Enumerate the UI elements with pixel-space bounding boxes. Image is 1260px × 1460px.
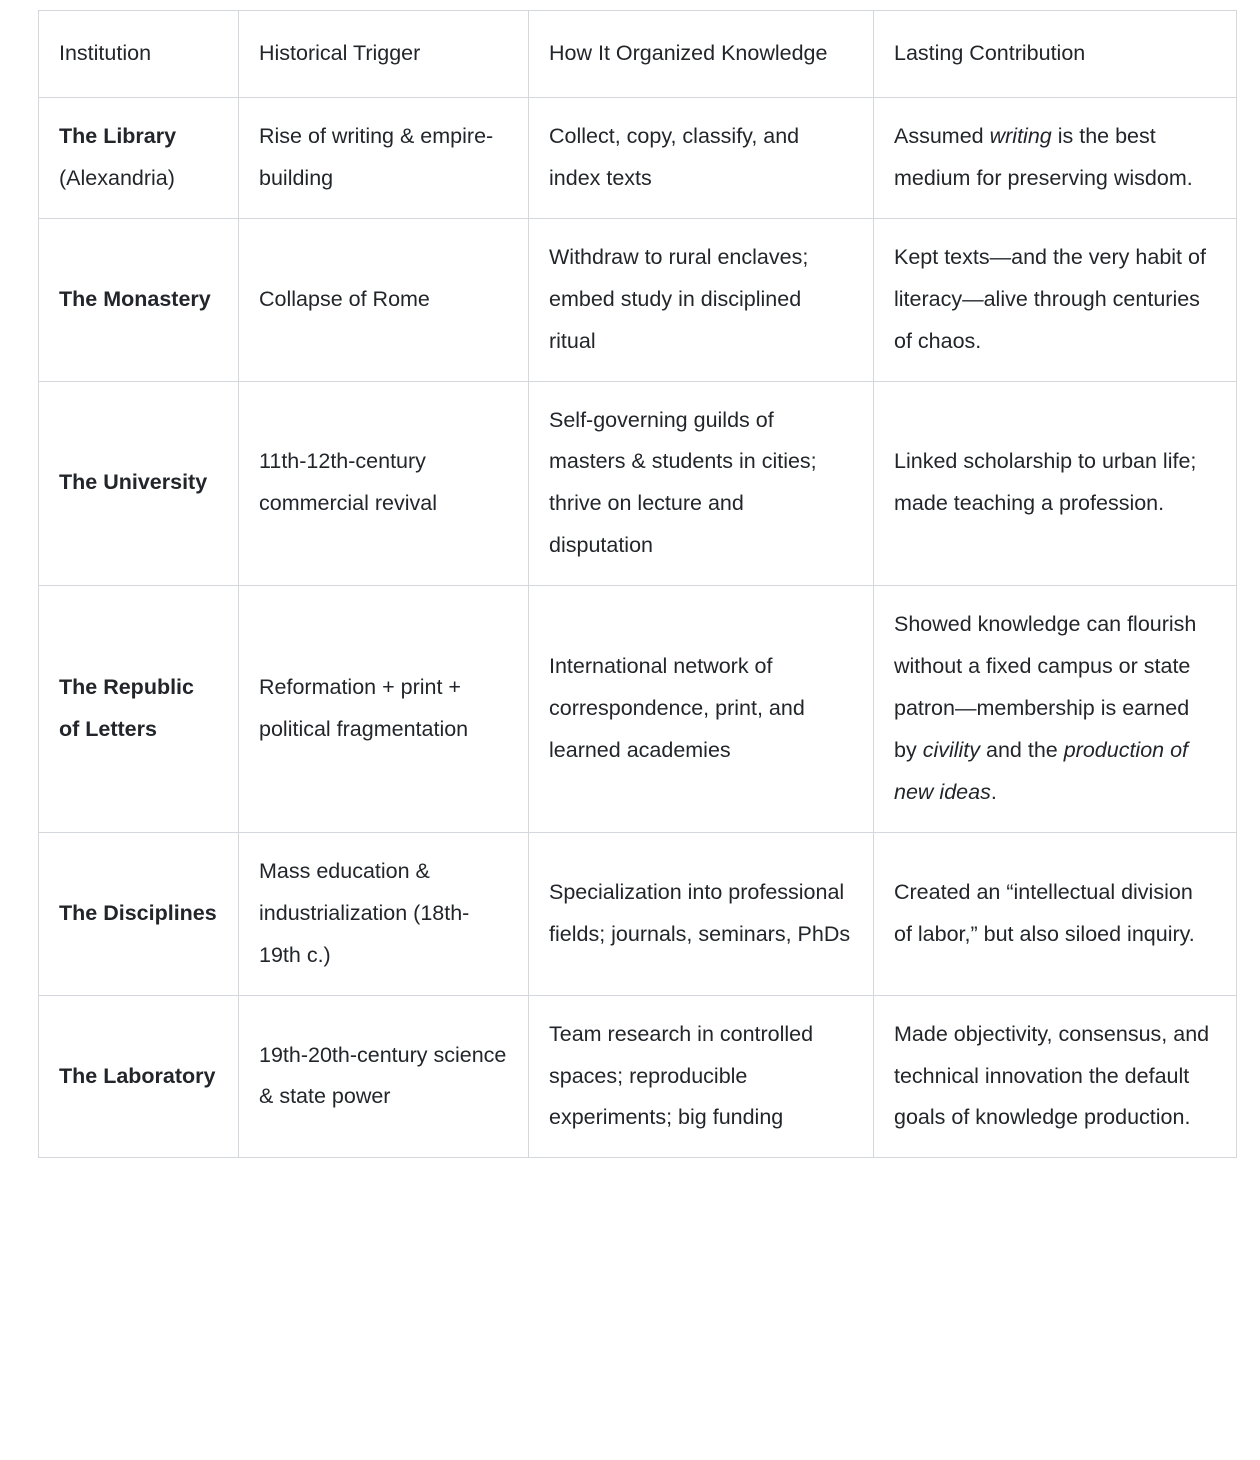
plain-text: Kept texts—and the very habit of literacy—alive through centuries of chaos. (894, 244, 1206, 353)
cell-how-it-organized-knowledge (529, 832, 874, 995)
institution-name: The Disciplines (59, 900, 217, 925)
emphasis-text: production of new ideas (894, 737, 1189, 804)
table-row (39, 381, 1237, 586)
table-header (39, 11, 1237, 98)
plain-text: Assumed (894, 123, 990, 148)
lasting-contribution-text (894, 441, 1216, 525)
cell-how-it-organized-knowledge (529, 381, 874, 586)
cell-how-it-organized-knowledge (529, 97, 874, 218)
cell-historical-trigger (239, 97, 529, 218)
plain-text: . (990, 779, 997, 804)
lasting-contribution-text (894, 604, 1216, 814)
historical-trigger-text: 11th-12th-century commercial revival (259, 449, 438, 516)
plain-text: and the (980, 737, 1064, 762)
cell-lasting-contribution (874, 381, 1237, 586)
how-it-organized-knowledge-text: Self-governing guilds of masters & students in cities; thrive on lecture and disputation (549, 407, 817, 558)
historical-trigger-text: Collapse of Rome (259, 286, 430, 311)
column-header-how-it-organized-knowledge: How It Organized Knowledge (529, 11, 874, 98)
how-it-organized-knowledge-text: Specialization into professional fields; journals, seminars, PhDs (549, 879, 851, 946)
lasting-contribution-text (894, 1014, 1216, 1140)
table-row (39, 832, 1237, 995)
lasting-contribution-text (894, 116, 1216, 200)
table-body (39, 97, 1237, 1157)
table-row (39, 586, 1237, 833)
institution-name: The Laboratory (59, 1063, 216, 1088)
plain-text: Linked scholarship to urban life; made teaching a profession. (894, 449, 1197, 516)
cell-historical-trigger (239, 586, 529, 833)
cell-institution (39, 218, 239, 381)
institution-subtitle: (Alexandria) (59, 165, 175, 190)
table-header-row (39, 11, 1237, 98)
knowledge-institutions-table (38, 10, 1237, 1158)
table-row (39, 995, 1237, 1158)
institution-name: The Monastery (59, 286, 211, 311)
cell-institution (39, 381, 239, 586)
cell-how-it-organized-knowledge (529, 995, 874, 1158)
how-it-organized-knowledge-text: Collect, copy, classify, and index texts (549, 123, 800, 190)
cell-lasting-contribution (874, 218, 1237, 381)
cell-historical-trigger (239, 218, 529, 381)
institution-name: The University (59, 470, 208, 495)
column-header-historical-trigger: Historical Trigger (239, 11, 529, 98)
emphasis-text: civility (922, 737, 981, 762)
institution-name: The Library (59, 123, 177, 148)
column-header-lasting-contribution: Lasting Contribution (874, 11, 1237, 98)
plain-text: is the best medium for preserving wisdom. (894, 123, 1193, 190)
cell-lasting-contribution (874, 832, 1237, 995)
plain-text: Created an “intellectual division of labor,” but also siloed inquiry. (894, 879, 1195, 946)
institution-name: The Republic of Letters (59, 675, 194, 742)
cell-how-it-organized-knowledge (529, 586, 874, 833)
how-it-organized-knowledge-text: International network of correspondence, print, and learned academies (549, 654, 805, 762)
cell-lasting-contribution (874, 995, 1237, 1158)
cell-historical-trigger (239, 832, 529, 995)
plain-text: Made objectivity, consensus, and technical innovation the default goals of knowledge production. (894, 1021, 1210, 1130)
how-it-organized-knowledge-text: Team research in controlled spaces; reproducible experiments; big funding (549, 1021, 814, 1130)
cell-historical-trigger (239, 995, 529, 1158)
emphasis-text: writing (989, 123, 1052, 148)
column-header-institution: Institution (39, 11, 239, 98)
table-row (39, 218, 1237, 381)
cell-institution (39, 832, 239, 995)
plain-text: Showed knowledge can flourish without a fixed campus or state patron—membership is earned by (894, 612, 1197, 762)
lasting-contribution-text (894, 237, 1216, 363)
cell-institution (39, 97, 239, 218)
historical-trigger-text: Rise of writing & empire-building (259, 123, 494, 190)
historical-trigger-text: Mass education & industrialization (18th-19th c.) (259, 858, 470, 967)
table-row (39, 97, 1237, 218)
how-it-organized-knowledge-text: Withdraw to rural enclaves; embed study in disciplined ritual (549, 244, 809, 353)
lasting-contribution-text (894, 872, 1216, 956)
cell-lasting-contribution (874, 97, 1237, 218)
historical-trigger-text: 19th-20th-century science & state power (259, 1042, 507, 1109)
cell-institution (39, 995, 239, 1158)
historical-trigger-text: Reformation + print + political fragmentation (259, 675, 469, 742)
cell-how-it-organized-knowledge (529, 218, 874, 381)
cell-lasting-contribution (874, 586, 1237, 833)
cell-historical-trigger (239, 381, 529, 586)
cell-institution (39, 586, 239, 833)
